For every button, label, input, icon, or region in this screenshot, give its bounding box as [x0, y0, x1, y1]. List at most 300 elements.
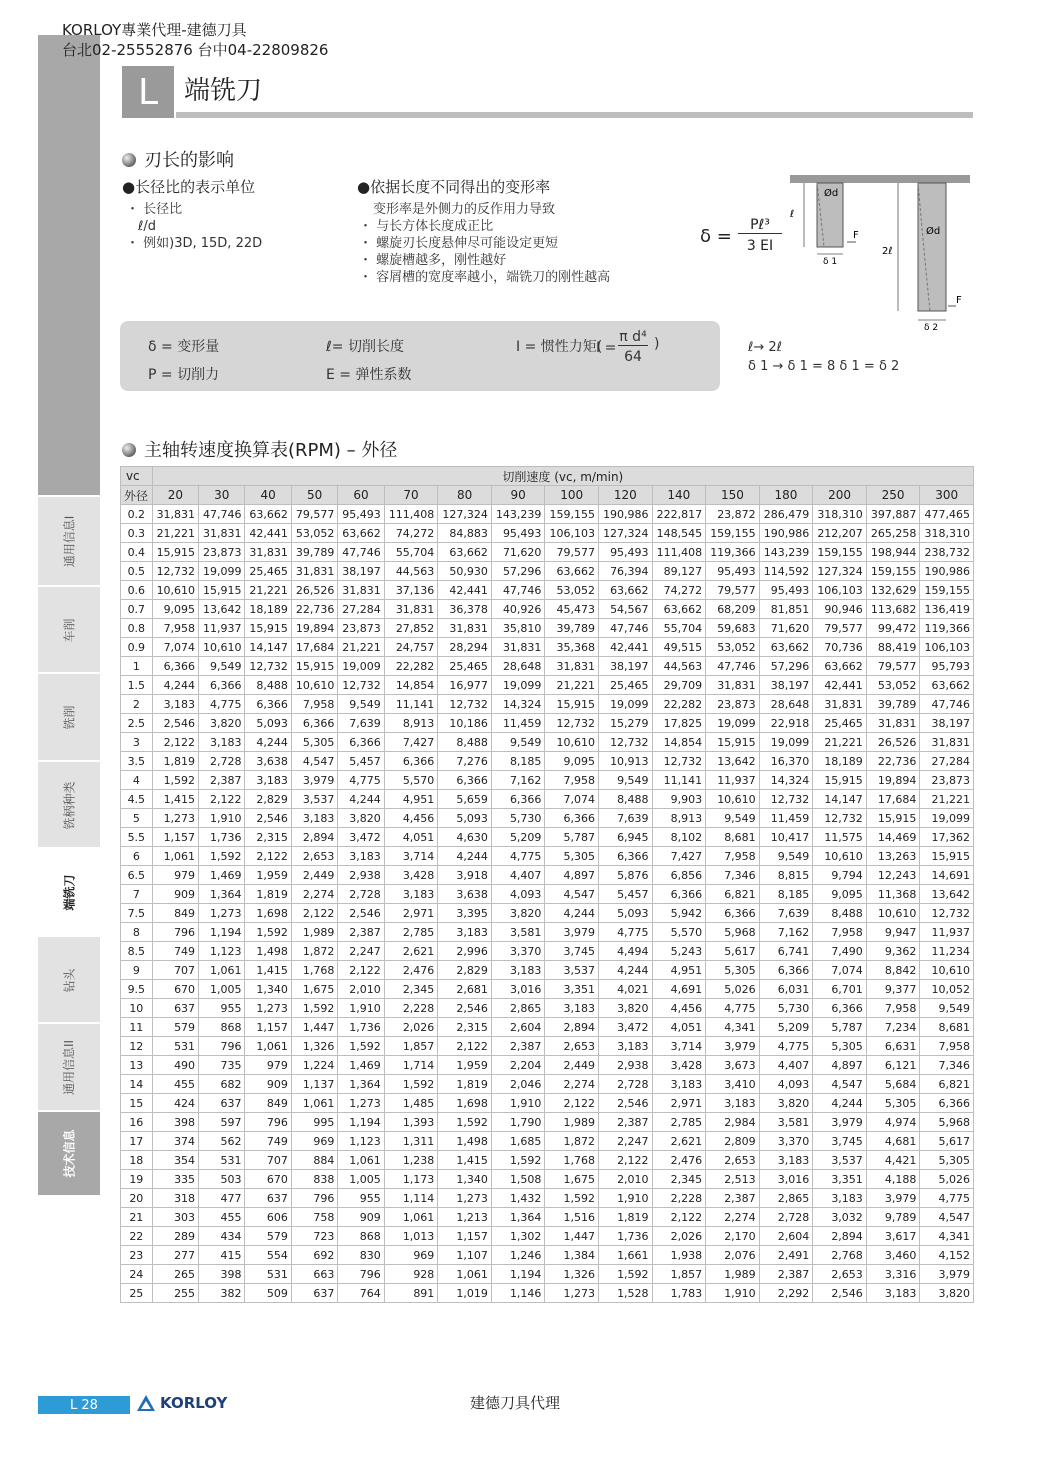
rpm-cell: 42,441: [813, 676, 867, 695]
rpm-cell: 2,228: [652, 1189, 706, 1208]
speed-col-header: 120: [599, 486, 653, 505]
rpm-cell: 39,789: [545, 619, 599, 638]
rpm-cell: 10,417: [759, 828, 813, 847]
sidebar-tab[interactable]: [38, 1110, 100, 1195]
sidebar-tab[interactable]: [38, 585, 100, 673]
corner-vc: vc: [121, 467, 153, 486]
rpm-cell: 127,324: [599, 524, 653, 543]
rpm-cell: 53,052: [291, 524, 337, 543]
sidebar-tab-label: 钻头: [62, 967, 77, 993]
rpm-cell: 19,009: [338, 657, 384, 676]
rpm-cell: 3,183: [199, 733, 245, 752]
rpm-cell: 796: [199, 1037, 245, 1056]
rpm-cell: 159,155: [706, 524, 760, 543]
rpm-cell: 7,346: [920, 1056, 974, 1075]
rpm-cell: 159,155: [545, 505, 599, 524]
rpm-cell: 1,872: [291, 942, 337, 961]
rpm-cell: 1,273: [245, 999, 291, 1018]
rpm-cell: 4,547: [920, 1208, 974, 1227]
diameter-cell: 0.5: [121, 562, 153, 581]
rpm-cell: 637: [291, 1284, 337, 1303]
rpm-cell: 2,010: [599, 1170, 653, 1189]
rpm-cell: 884: [291, 1151, 337, 1170]
rpm-cell: 1,157: [245, 1018, 291, 1037]
rpm-cell: 5,659: [438, 790, 492, 809]
rpm-cell: 9,789: [866, 1208, 920, 1227]
rpm-cell: 5,305: [866, 1094, 920, 1113]
rpm-cell: 1,384: [545, 1246, 599, 1265]
rpm-cell: 2,621: [384, 942, 438, 961]
rpm-cell: 3,714: [384, 847, 438, 866]
rpm-cell: 1,989: [545, 1113, 599, 1132]
rpm-cell: 4,547: [545, 885, 599, 904]
rpm-cell: 53,052: [866, 676, 920, 695]
rpm-cell: 1,273: [545, 1284, 599, 1303]
rpm-cell: 969: [384, 1246, 438, 1265]
rpm-cell: 1,415: [152, 790, 198, 809]
legend-inertia-den: 64: [624, 349, 642, 365]
rpm-cell: 9,794: [813, 866, 867, 885]
rpm-cell: 12,243: [866, 866, 920, 885]
rpm-cell: 682: [199, 1075, 245, 1094]
rpm-cell: 57,296: [759, 657, 813, 676]
rpm-cell: 79,577: [291, 505, 337, 524]
deflection-diagram: [790, 172, 972, 332]
rpm-cell: 7,276: [438, 752, 492, 771]
rpm-cell: 14,854: [652, 733, 706, 752]
rpm-cell: 11,141: [384, 695, 438, 714]
rpm-cell: 23,873: [338, 619, 384, 638]
table-row: [121, 828, 974, 847]
rpm-cell: 70,736: [813, 638, 867, 657]
table-row: [121, 904, 974, 923]
brand-name: KORLOY: [160, 1394, 228, 1412]
table-row: [121, 1056, 974, 1075]
legend-delta: δ = 变形量: [148, 339, 220, 355]
rpm-cell: 159,155: [920, 581, 974, 600]
rpm-cell: 9,549: [338, 695, 384, 714]
rpm-cell: 10,610: [291, 676, 337, 695]
rpm-cell: 44,563: [384, 562, 438, 581]
rpm-cell: 1,528: [599, 1284, 653, 1303]
rpm-cell: 509: [245, 1284, 291, 1303]
rpm-cell: 2,604: [491, 1018, 545, 1037]
rpm-cell: 15,915: [866, 809, 920, 828]
right-items: [359, 201, 610, 286]
diameter-cell: 18: [121, 1151, 153, 1170]
diameter-cell: 13: [121, 1056, 153, 1075]
speed-col-header: 20: [152, 486, 198, 505]
rpm-cell: 10,610: [545, 733, 599, 752]
rpm-cell: 2,728: [338, 885, 384, 904]
diameter-cell: 15: [121, 1094, 153, 1113]
rpm-cell: 5,305: [706, 961, 760, 980]
diameter-cell: 5.5: [121, 828, 153, 847]
speed-col-header: 60: [338, 486, 384, 505]
rpm-cell: 3,918: [438, 866, 492, 885]
rpm-cell: 1,698: [438, 1094, 492, 1113]
rpm-cell: 8,681: [706, 828, 760, 847]
speed-col-header: 40: [245, 486, 291, 505]
deflection-relation: δ 1 → δ 1 = 8 δ 1 = δ 2: [748, 359, 900, 374]
rpm-cell: 8,488: [245, 676, 291, 695]
rpm-cell: 1,123: [338, 1132, 384, 1151]
rpm-cell: 5,026: [920, 1170, 974, 1189]
rpm-cell: 25,465: [813, 714, 867, 733]
rpm-cell: 2,938: [338, 866, 384, 885]
table-title: 主轴转速度换算表(RPM) – 外径: [144, 440, 398, 461]
rpm-cell: 95,493: [759, 581, 813, 600]
rpm-cell: 5,093: [245, 714, 291, 733]
rpm-cell: 4,244: [813, 1094, 867, 1113]
diameter-cell: 25: [121, 1284, 153, 1303]
rpm-cell: 455: [152, 1075, 198, 1094]
rpm-cell: 47,746: [599, 619, 653, 638]
rpm-cell: 212,207: [813, 524, 867, 543]
rpm-cell: 1,685: [491, 1132, 545, 1151]
rpm-cell: 2,122: [599, 1151, 653, 1170]
rpm-cell: 63,662: [759, 638, 813, 657]
diameter-cell: 8: [121, 923, 153, 942]
left-heading: 长径比的表示单位: [135, 178, 256, 196]
rpm-cell: 4,244: [338, 790, 384, 809]
rpm-cell: 830: [338, 1246, 384, 1265]
rpm-cell: 1,340: [438, 1170, 492, 1189]
table-row: [121, 733, 974, 752]
rpm-cell: 88,419: [866, 638, 920, 657]
speed-col-header: 30: [199, 486, 245, 505]
rpm-cell: 6,031: [759, 980, 813, 999]
rpm-cell: 15,915: [706, 733, 760, 752]
rpm-cell: 35,368: [545, 638, 599, 657]
rpm-cell: 3,979: [291, 771, 337, 790]
rpm-cell: 4,897: [545, 866, 599, 885]
rpm-cell: 42,441: [438, 581, 492, 600]
rpm-cell: 79,577: [545, 543, 599, 562]
rpm-cell: 955: [199, 999, 245, 1018]
rpm-cell: 1,364: [199, 885, 245, 904]
rpm-cell: 11,368: [866, 885, 920, 904]
rpm-cell: 1,194: [199, 923, 245, 942]
formula-numerator: Pℓ³: [738, 217, 782, 234]
diameter-cell: 2: [121, 695, 153, 714]
rpm-cell: 2,449: [291, 866, 337, 885]
rpm-cell: 849: [152, 904, 198, 923]
rpm-cell: 2,865: [759, 1189, 813, 1208]
rpm-cell: 31,831: [291, 562, 337, 581]
rpm-cell: 434: [199, 1227, 245, 1246]
rpm-cell: 3,472: [599, 1018, 653, 1037]
formula-lhs: δ =: [700, 226, 732, 247]
rpm-cell: 1,061: [152, 847, 198, 866]
diameter-cell: 1.5: [121, 676, 153, 695]
speed-col-header: 90: [491, 486, 545, 505]
rpm-cell: 38,197: [599, 657, 653, 676]
rpm-cell: 28,648: [759, 695, 813, 714]
rpm-cell: 1,592: [291, 999, 337, 1018]
sidebar-tab-label: 铣削: [62, 704, 77, 730]
rpm-cell: 2,345: [652, 1170, 706, 1189]
rpm-cell: 15,915: [920, 847, 974, 866]
rpm-cell: 2,546: [438, 999, 492, 1018]
rpm-cell: 7,958: [866, 999, 920, 1018]
rpm-cell: 4,681: [866, 1132, 920, 1151]
rpm-cell: 2,809: [706, 1132, 760, 1151]
rpm-cell: 63,662: [438, 543, 492, 562]
rpm-cell: 3,581: [491, 923, 545, 942]
rpm-cell: 2,829: [245, 790, 291, 809]
legend-length: ℓ= 切削长度: [326, 339, 404, 355]
diameter-cell: 0.6: [121, 581, 153, 600]
rpm-cell: 27,852: [384, 619, 438, 638]
corp-line-1: KORLOY專業代理-建德刀具: [62, 21, 247, 39]
rpm-cell: 3,820: [199, 714, 245, 733]
rpm-cell: 1,592: [545, 1189, 599, 1208]
rpm-cell: 63,662: [338, 524, 384, 543]
rpm-cell: 7,958: [813, 923, 867, 942]
rpm-cell: 148,545: [652, 524, 706, 543]
rpm-cell: 6,366: [152, 657, 198, 676]
rpm-cell: 255: [152, 1284, 198, 1303]
speed-col-header: 150: [706, 486, 760, 505]
rpm-cell: 1,447: [545, 1227, 599, 1246]
rpm-cell: 764: [338, 1284, 384, 1303]
rpm-cell: 1,137: [291, 1075, 337, 1094]
rpm-cell: 119,366: [920, 619, 974, 638]
rpm-cell: 71,620: [759, 619, 813, 638]
rpm-cell: 4,051: [652, 1018, 706, 1037]
rpm-cell: 19,099: [706, 714, 760, 733]
rpm-cell: 2,513: [706, 1170, 760, 1189]
rpm-cell: 31,831: [152, 505, 198, 524]
rpm-cell: 12,732: [338, 676, 384, 695]
rpm-cell: 95,793: [920, 657, 974, 676]
legend-force: P = 切削力: [148, 367, 220, 383]
rpm-cell: 2,076: [706, 1246, 760, 1265]
rpm-cell: 868: [199, 1018, 245, 1037]
rpm-cell: 1,498: [245, 942, 291, 961]
table-row: [121, 581, 974, 600]
rpm-cell: 190,986: [920, 562, 974, 581]
sidebar-tab-label: 通用信息II: [62, 1039, 77, 1095]
rpm-cell: 3,537: [291, 790, 337, 809]
right-item: 变形率是外侧力的反作用力导致: [373, 202, 556, 217]
rpm-cell: 2,653: [545, 1037, 599, 1056]
rpm-cell: 5,209: [491, 828, 545, 847]
rpm-cell: 2,387: [491, 1037, 545, 1056]
rpm-table: [120, 466, 974, 1303]
rpm-cell: 1,194: [491, 1265, 545, 1284]
rpm-cell: 1,005: [338, 1170, 384, 1189]
diameter-cell: 17: [121, 1132, 153, 1151]
rpm-cell: 3,820: [338, 809, 384, 828]
rpm-cell: 2,122: [152, 733, 198, 752]
rpm-cell: 5,787: [545, 828, 599, 847]
rpm-cell: 4,244: [545, 904, 599, 923]
rpm-cell: 42,441: [245, 524, 291, 543]
legend-inertia: I = 惯性力矩(: [516, 339, 603, 355]
rpm-cell: 3,617: [866, 1227, 920, 1246]
rpm-cell: 4,421: [866, 1151, 920, 1170]
rpm-cell: 2,387: [759, 1265, 813, 1284]
speed-col-header: 180: [759, 486, 813, 505]
rpm-cell: 19,099: [199, 562, 245, 581]
rpm-cell: 9,549: [759, 847, 813, 866]
rpm-cell: 1,485: [384, 1094, 438, 1113]
rpm-cell: 796: [338, 1265, 384, 1284]
sidebar-tab[interactable]: [38, 847, 100, 935]
rpm-cell: 106,103: [813, 581, 867, 600]
rpm-cell: 84,883: [438, 524, 492, 543]
rpm-cell: 28,294: [438, 638, 492, 657]
rpm-cell: 6,366: [245, 695, 291, 714]
rpm-cell: 12,732: [438, 695, 492, 714]
rpm-cell: 1,910: [599, 1189, 653, 1208]
rpm-cell: 12,732: [545, 714, 599, 733]
rpm-cell: 17,684: [291, 638, 337, 657]
rpm-cell: 4,456: [652, 999, 706, 1018]
sidebar-tab[interactable]: [38, 672, 100, 760]
rpm-cell: 979: [245, 1056, 291, 1075]
rpm-cell: 10,610: [199, 638, 245, 657]
length-label: ℓ: [790, 209, 795, 220]
rpm-cell: 38,197: [920, 714, 974, 733]
rpm-cell: 1,819: [599, 1208, 653, 1227]
rpm-cell: 28,648: [491, 657, 545, 676]
rpm-cell: 477,465: [920, 505, 974, 524]
rpm-cell: 1,157: [152, 828, 198, 847]
table-row: [121, 676, 974, 695]
rpm-cell: 31,831: [545, 657, 599, 676]
rpm-cell: 95,493: [338, 505, 384, 524]
rpm-cell: 38,197: [338, 562, 384, 581]
rpm-cell: 6,366: [338, 733, 384, 752]
rpm-cell: 9,549: [920, 999, 974, 1018]
rpm-cell: 1,736: [338, 1018, 384, 1037]
rpm-cell: 50,930: [438, 562, 492, 581]
rpm-cell: 554: [245, 1246, 291, 1265]
rpm-cell: 477: [199, 1189, 245, 1208]
rpm-cell: 597: [199, 1113, 245, 1132]
rpm-cell: 19,099: [599, 695, 653, 714]
rpm-cell: 1,508: [491, 1170, 545, 1189]
rpm-cell: 5,026: [706, 980, 760, 999]
rpm-cell: 1,005: [199, 980, 245, 999]
rpm-cell: 7,958: [152, 619, 198, 638]
table-row: [121, 809, 974, 828]
rpm-cell: 3,032: [813, 1208, 867, 1227]
rpm-cell: 127,324: [813, 562, 867, 581]
rpm-cell: 3,820: [491, 904, 545, 923]
rpm-cell: 3,638: [245, 752, 291, 771]
rpm-cell: 2,315: [245, 828, 291, 847]
rpm-cell: 1,326: [545, 1265, 599, 1284]
rpm-cell: 49,515: [652, 638, 706, 657]
sidebar-tab[interactable]: [38, 760, 100, 848]
rpm-cell: 2,026: [384, 1018, 438, 1037]
rpm-cell: 8,681: [920, 1018, 974, 1037]
rpm-cell: 8,102: [652, 828, 706, 847]
rpm-cell: 19,894: [291, 619, 337, 638]
rpm-cell: 909: [245, 1075, 291, 1094]
rpm-cell: 2,170: [706, 1227, 760, 1246]
rpm-cell: 1,061: [438, 1265, 492, 1284]
rpm-cell: 79,577: [706, 581, 760, 600]
rpm-cell: 4,691: [652, 980, 706, 999]
rpm-cell: 318,310: [920, 524, 974, 543]
rpm-cell: 13,642: [706, 752, 760, 771]
rpm-cell: 143,239: [491, 505, 545, 524]
rpm-cell: 13,642: [920, 885, 974, 904]
rpm-cell: 36,378: [438, 600, 492, 619]
rpm-cell: 79,577: [866, 657, 920, 676]
left-item: ・ 长径比: [126, 202, 183, 217]
rpm-cell: 3,183: [866, 1284, 920, 1303]
rpm-cell: 637: [245, 1189, 291, 1208]
rpm-cell: 99,472: [866, 619, 920, 638]
rpm-cell: 1,959: [245, 866, 291, 885]
sidebar-tab[interactable]: [38, 1022, 100, 1110]
rpm-cell: 7,958: [545, 771, 599, 790]
rpm-cell: 3,183: [245, 771, 291, 790]
rpm-cell: 2,768: [813, 1246, 867, 1265]
rpm-cell: 26,526: [866, 733, 920, 752]
rpm-cell: 5,093: [599, 904, 653, 923]
rpm-cell: 222,817: [652, 505, 706, 524]
title-rule: [176, 112, 973, 118]
rpm-cell: 2,996: [438, 942, 492, 961]
sidebar-tab-label: 车削: [62, 617, 77, 643]
rpm-cell: 2,546: [152, 714, 198, 733]
rpm-cell: 382: [199, 1284, 245, 1303]
rpm-cell: 90,946: [813, 600, 867, 619]
table-row: [121, 714, 974, 733]
rpm-cell: 723: [291, 1227, 337, 1246]
rpm-cell: 5,305: [920, 1151, 974, 1170]
left-item: ・ 例如)3D, 15D, 22D: [126, 236, 263, 251]
sidebar-tab[interactable]: [38, 495, 100, 585]
sidebar-tab[interactable]: [38, 935, 100, 1023]
rpm-cell: 1,123: [199, 942, 245, 961]
effect-title-row: [122, 146, 234, 172]
rpm-cell: 47,746: [199, 505, 245, 524]
table-row: [121, 942, 974, 961]
rpm-cell: 81,851: [759, 600, 813, 619]
rpm-cell: 4,093: [759, 1075, 813, 1094]
rpm-cell: 2,894: [545, 1018, 599, 1037]
rpm-cell: 4,630: [438, 828, 492, 847]
rpm-cell: 89,127: [652, 562, 706, 581]
table-row: [121, 505, 974, 524]
rpm-cell: 1,516: [545, 1208, 599, 1227]
rpm-cell: 19,099: [759, 733, 813, 752]
rpm-cell: 6,366: [652, 885, 706, 904]
diameter-cell: 24: [121, 1265, 153, 1284]
rpm-cell: 10,610: [813, 847, 867, 866]
rpm-cell: 2,345: [384, 980, 438, 999]
rpm-cell: 1,736: [199, 828, 245, 847]
rpm-cell: 2,026: [652, 1227, 706, 1246]
rpm-cell: 2,728: [199, 752, 245, 771]
rpm-cell: 1,415: [245, 961, 291, 980]
rpm-cell: 7,074: [545, 790, 599, 809]
rpm-cell: 2,010: [338, 980, 384, 999]
rpm-cell: 4,244: [245, 733, 291, 752]
rpm-cell: 5,730: [759, 999, 813, 1018]
rpm-cell: 2,829: [438, 961, 492, 980]
rpm-cell: 4,188: [866, 1170, 920, 1189]
rpm-cell: 979: [152, 866, 198, 885]
